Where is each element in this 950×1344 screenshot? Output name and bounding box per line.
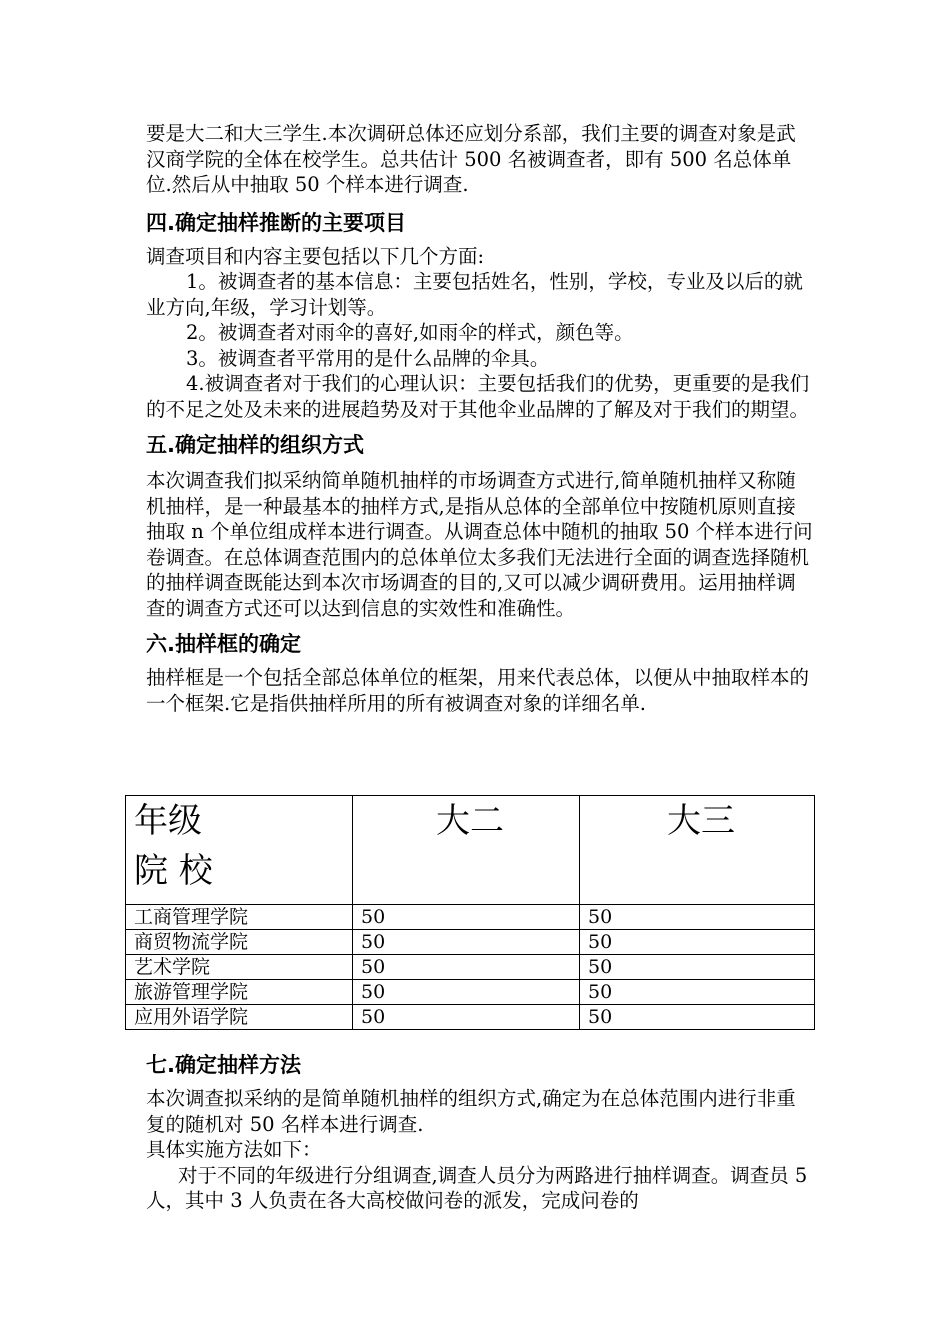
intro-paragraph: 要是大二和大三学生.本次调研总体还应划分系部，我们主要的调查对象是武汉商学院的全体在校学生。总共估计 500 名被调查者，即有 500 名总体单位.然后从中抽取 50 个样本进行调查. bbox=[146, 122, 796, 196]
table-row bbox=[126, 1005, 815, 1030]
section-7-method-lead: 具体实施方法如下： bbox=[146, 1138, 322, 1161]
section-4-heading: 四.确定抽样推断的主要项目 bbox=[146, 210, 406, 235]
table-header-row bbox=[126, 796, 815, 905]
value-cell: 50 bbox=[580, 930, 815, 955]
school-cell: 工商管理学院 bbox=[126, 905, 353, 930]
table-corner-cell bbox=[126, 796, 353, 905]
section-4-item-3: 3。被调查者平常用的是什么品牌的伞具。 bbox=[186, 346, 550, 370]
section-7-detail: 对于不同的年级进行分组调查,调查人员分为两路进行抽样调查。调查员 5 人，其中 3 人负责在各大高校做问卷的派发，完成问卷的 bbox=[146, 1163, 808, 1212]
table-col-header-junior: 大三 bbox=[580, 796, 815, 905]
document-body-continued bbox=[146, 1042, 814, 1214]
table-row bbox=[126, 980, 815, 1005]
section-7-body: 本次调查拟采纳的是简单随机抽样的组织方式,确定为在总体范围内进行非重复的随机对 50 名样本进行调查. bbox=[146, 1087, 796, 1136]
section-7-heading: 七.确定抽样方法 bbox=[146, 1053, 301, 1077]
value-cell: 50 bbox=[353, 930, 580, 955]
school-cell: 应用外语学院 bbox=[126, 1005, 353, 1030]
school-cell: 商贸物流学院 bbox=[126, 930, 353, 955]
document-body bbox=[146, 121, 814, 716]
corner-school-label: 院 校 bbox=[134, 851, 213, 891]
section-5-heading: 五.确定抽样的组织方式 bbox=[146, 433, 364, 457]
corner-grade-label: 年级 bbox=[134, 801, 202, 841]
section-6-body: 抽样框是一个包括全部总体单位的框架，用来代表总体，以便从中抽取样本的一个框架.它是指供抽样所用的所有被调查对象的详细名单. bbox=[146, 666, 810, 715]
section-4-item-4: 4.被调查者对于我们的心理认识：主要包括我们的优势，更重要的是我们的不足之处及未来的进展趋势及对于其他伞业品牌的了解及对于我们的期望。 bbox=[146, 372, 810, 421]
value-cell: 50 bbox=[353, 905, 580, 930]
value-cell: 50 bbox=[353, 1005, 580, 1030]
value-cell: 50 bbox=[580, 1005, 815, 1030]
section-6-heading: 六.抽样框的确定 bbox=[146, 632, 301, 656]
section-4-lead: 调查项目和内容主要包括以下几个方面: bbox=[146, 244, 485, 268]
table-row bbox=[126, 955, 815, 980]
value-cell: 50 bbox=[353, 955, 580, 980]
value-cell: 50 bbox=[353, 980, 580, 1005]
school-cell: 艺术学院 bbox=[126, 955, 353, 980]
section-5-body: 本次调查我们拟采纳简单随机抽样的市场调查方式进行,简单随机抽样又称随机抽样，是一种最基本的抽样方式,是指从总体的全部单位中按随机原则直接抽取 n 个单位组成样本进行调查。从调查总体中随机的抽取 50 个样本进行问卷调查。在总体调查范围内的总体单位太多我们无法进行全面的调查选择随机的抽样调查既能达到本次市场调查的目的,又可以减少调研费用。运用抽样调查的调查方式还可以达到信息的实效性和准确性。 bbox=[146, 469, 813, 620]
sampling-frame-table bbox=[125, 795, 815, 1030]
table-row bbox=[126, 930, 815, 955]
table-row bbox=[126, 905, 815, 930]
section-4-item-2: 2。被调查者对雨伞的喜好,如雨伞的样式，颜色等。 bbox=[186, 321, 634, 344]
table-col-header-sophomore: 大二 bbox=[353, 796, 580, 905]
value-cell: 50 bbox=[580, 955, 815, 980]
value-cell: 50 bbox=[580, 905, 815, 930]
value-cell: 50 bbox=[580, 980, 815, 1005]
section-4-item-1: 1。被调查者的基本信息：主要包括姓名，性别，学校，专业及以后的就业方向,年级，学习计划等。 bbox=[146, 270, 803, 319]
school-cell: 旅游管理学院 bbox=[126, 980, 353, 1005]
